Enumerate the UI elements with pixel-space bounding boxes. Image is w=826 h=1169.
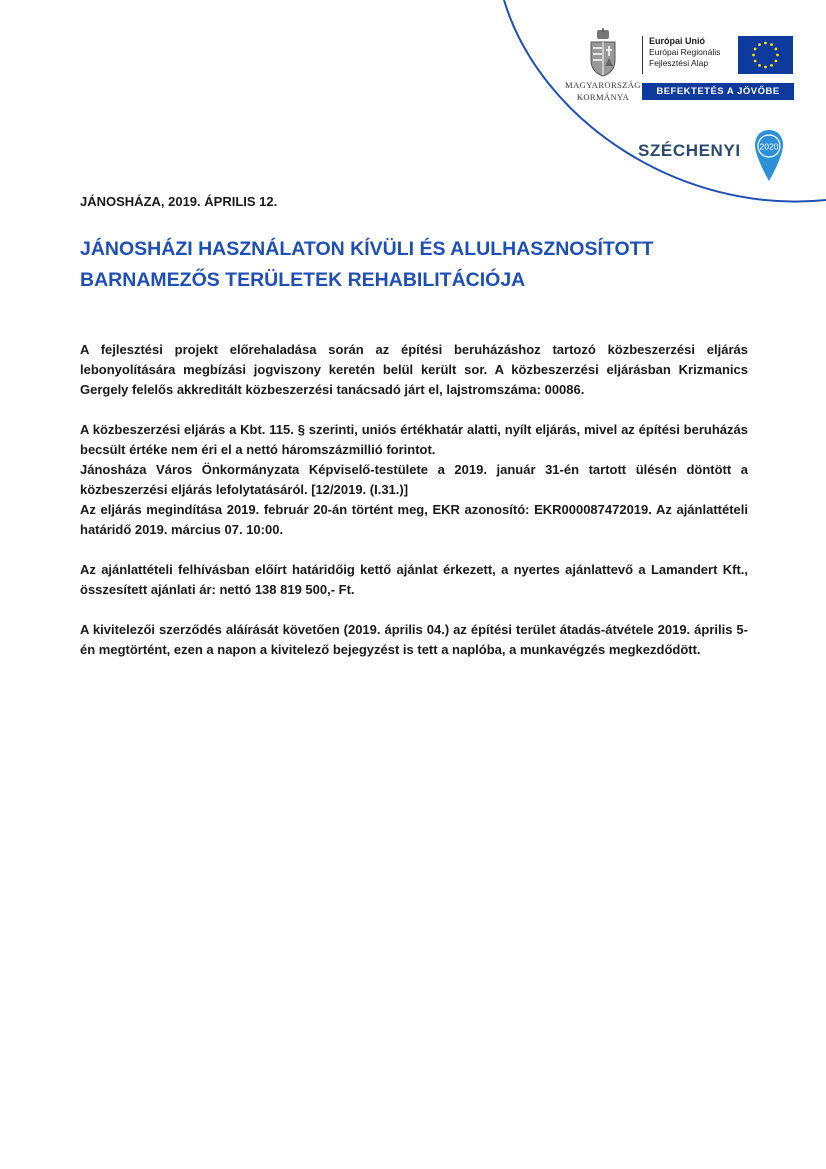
eu-fund-line2: Fejlesztési Alap [649,58,709,68]
map-pin-icon [754,129,784,183]
decorative-arc [0,0,826,220]
hungarian-government-logo [556,28,650,102]
eu-text-block [642,36,737,74]
paragraph-bids-result: Az ajánlattételi felhívásban előírt határidőig kettő ajánlat érkezett, a nyertes ajánlattevő a Lamandert Kft., összesített ajánlati ár: nettó 138 819 500,- Ft. [80,562,748,597]
government-name-line1: MAGYARORSZÁG [565,80,641,90]
eu-name: Európai Unió [649,36,705,46]
szechenyi-word: SZÉCHENYI [638,141,741,160]
szechenyi-year: 2020 [759,141,779,152]
paragraph-procurement-procedure: A közbeszerzési eljárás a Kbt. 115. § szerinti, uniós értékhatár alatti, nyílt eljárás, mivel az építési beruházás becsült értéke nem éri el a nettó háromszázmillió forintot. [80,422,748,457]
government-name-line2: KORMÁNYA [576,92,630,102]
document-body [80,340,748,660]
document-date: JÁNOSHÁZA, 2019. ÁPRILIS 12. [80,194,278,209]
eu-slogan-banner: BEFEKTETÉS A JÖVŐBE [642,83,794,100]
eu-flag-icon [738,36,793,74]
paragraph-council-decision: Jánosháza Város Önkormányzata Képviselő-testülete a 2019. január 31-én tartott ülésén döntött a közbeszerzési eljárás lefolytatásáról. [12/2019. (I.31.)] [80,462,748,497]
paragraph-contract-start: A kivitelezői szerződés aláírását követően (2019. április 04.) az építési terület átadás-átvétele 2019. április 5-én megtörtént, ezen a napon a kivitelező bejegyzést is tett a naplóba, a munkavégzés megkezdődött. [80,622,748,657]
document-title: JÁNOSHÁZI HASZNÁLATON KÍVÜLI ÉS ALULHASZNOSÍTOTT BARNAMEZŐS TERÜLETEK REHABILITÁCIÓJA [80,238,654,291]
hungarian-coat-of-arms-icon [588,28,618,78]
eu-fund-line1: Európai Regionális [649,47,721,57]
paragraph-procedure-launch: Az eljárás megindítása 2019. február 20-án történt meg, EKR azonosító: EKR000087472019. Az ajánlattételi határidő 2019. március 07. 10:00. [80,502,748,537]
szechenyi-2020-logo [636,129,786,183]
paragraph-procurement-intro: A fejlesztési projekt előrehaladása során az építési beruházáshoz tartozó közbeszerzési eljárás lebonyolítására megbízási jogviszony keretén belül került sor. A közbeszerzési eljárásban Krizmanics Gergely felelős akkreditált közbeszerzési tanácsadó járt el, lajstromszáma: 00086. [80,342,748,397]
